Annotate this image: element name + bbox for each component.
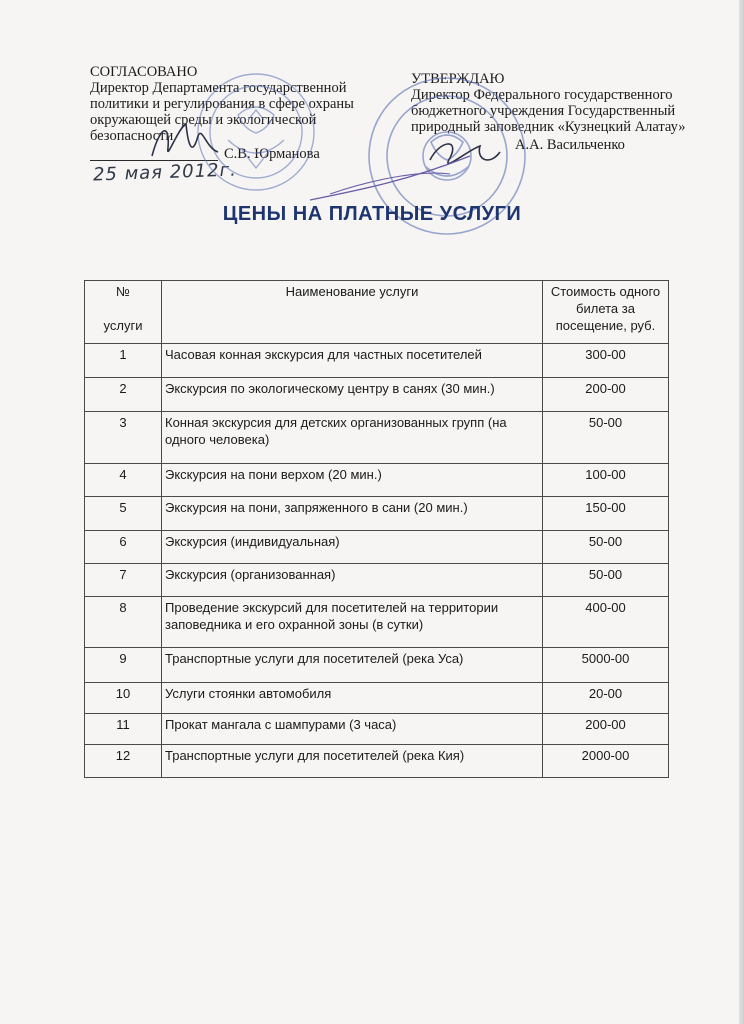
table-row xyxy=(85,344,669,378)
row-service-name: Проведение экскурсий для посетителей на территории заповедника и его охранной зоны (в сутки) xyxy=(162,597,543,648)
table-row xyxy=(85,412,669,464)
row-service-name: Экскурсия (индивидуальная) xyxy=(162,531,543,564)
row-price: 50-00 xyxy=(543,564,669,597)
table-row xyxy=(85,648,669,683)
row-service-name: Экскурсия на пони, запряженного в сани (20 мин.) xyxy=(162,497,543,531)
handwritten-date: 25 мая 2012г. xyxy=(92,159,238,186)
approval-signatory: С.В. Юрманова xyxy=(224,146,320,162)
row-service-name: Экскурсия (организованная) xyxy=(162,564,543,597)
row-service-name: Транспортные услуги для посетителей (река Кия) xyxy=(162,745,543,778)
header-number-symbol: № xyxy=(116,284,130,299)
header-number-label: услуги xyxy=(103,318,143,333)
table-row xyxy=(85,597,669,648)
confirmation-line: Директор Федерального государственного xyxy=(411,87,673,103)
confirmation-line: бюджетного учреждения Государственный xyxy=(411,103,676,119)
row-number: 1 xyxy=(85,344,162,378)
row-price: 150-00 xyxy=(543,497,669,531)
approval-line: окружающей среды и экологической xyxy=(90,112,317,128)
table-header-row xyxy=(85,281,669,344)
price-table xyxy=(84,280,669,778)
row-number: 9 xyxy=(85,648,162,683)
header-number xyxy=(85,281,162,344)
row-number: 6 xyxy=(85,531,162,564)
header-price: Стоимость одного билета за посещение, руб. xyxy=(543,281,669,344)
approval-line: политики и регулирования в сфере охраны xyxy=(90,96,354,112)
table-row xyxy=(85,564,669,597)
row-number: 10 xyxy=(85,683,162,714)
row-service-name: Экскурсия по экологическому центру в санях (30 мин.) xyxy=(162,378,543,412)
row-service-name: Часовая конная экскурсия для частных посетителей xyxy=(162,344,543,378)
row-number: 2 xyxy=(85,378,162,412)
row-price: 2000-00 xyxy=(543,745,669,778)
row-price: 20-00 xyxy=(543,683,669,714)
row-service-name: Прокат мангала с шампурами (3 часа) xyxy=(162,714,543,745)
row-price: 100-00 xyxy=(543,464,669,497)
row-service-name: Транспортные услуги для посетителей (река Уса) xyxy=(162,648,543,683)
row-number: 12 xyxy=(85,745,162,778)
approval-line: безопасности xyxy=(90,128,174,144)
row-number: 7 xyxy=(85,564,162,597)
confirmation-signatory: А.А. Васильченко xyxy=(515,137,625,153)
row-number: 3 xyxy=(85,412,162,464)
row-price: 50-00 xyxy=(543,412,669,464)
table-row xyxy=(85,497,669,531)
row-price: 50-00 xyxy=(543,531,669,564)
confirmation-heading: УТВЕРЖДАЮ xyxy=(411,71,505,87)
row-price: 5000-00 xyxy=(543,648,669,683)
table-row xyxy=(85,683,669,714)
approval-heading: СОГЛАСОВАНО xyxy=(90,64,198,80)
row-number: 4 xyxy=(85,464,162,497)
row-price: 200-00 xyxy=(543,378,669,412)
header-service-name: Наименование услуги xyxy=(162,281,543,344)
table-row xyxy=(85,714,669,745)
row-price: 200-00 xyxy=(543,714,669,745)
table-row xyxy=(85,464,669,497)
row-price: 400-00 xyxy=(543,597,669,648)
table-row xyxy=(85,745,669,778)
table-row xyxy=(85,531,669,564)
table-row xyxy=(85,378,669,412)
row-number: 5 xyxy=(85,497,162,531)
left-signature xyxy=(148,118,228,166)
row-service-name: Конная экскурсия для детских организованных групп (на одного человека) xyxy=(162,412,543,464)
scan-edge xyxy=(739,0,744,1024)
approval-line: Директор Департамента государственной xyxy=(90,80,347,96)
row-price: 300-00 xyxy=(543,344,669,378)
right-signature xyxy=(300,130,530,210)
confirmation-line: природный заповедник «Кузнецкий Алатау» xyxy=(411,119,686,135)
page-title: ЦЕНЫ НА ПЛАТНЫЕ УСЛУГИ xyxy=(222,203,522,225)
row-service-name: Услуги стоянки автомобиля xyxy=(162,683,543,714)
row-number: 11 xyxy=(85,714,162,745)
row-number: 8 xyxy=(85,597,162,648)
row-service-name: Экскурсия на пони верхом (20 мин.) xyxy=(162,464,543,497)
